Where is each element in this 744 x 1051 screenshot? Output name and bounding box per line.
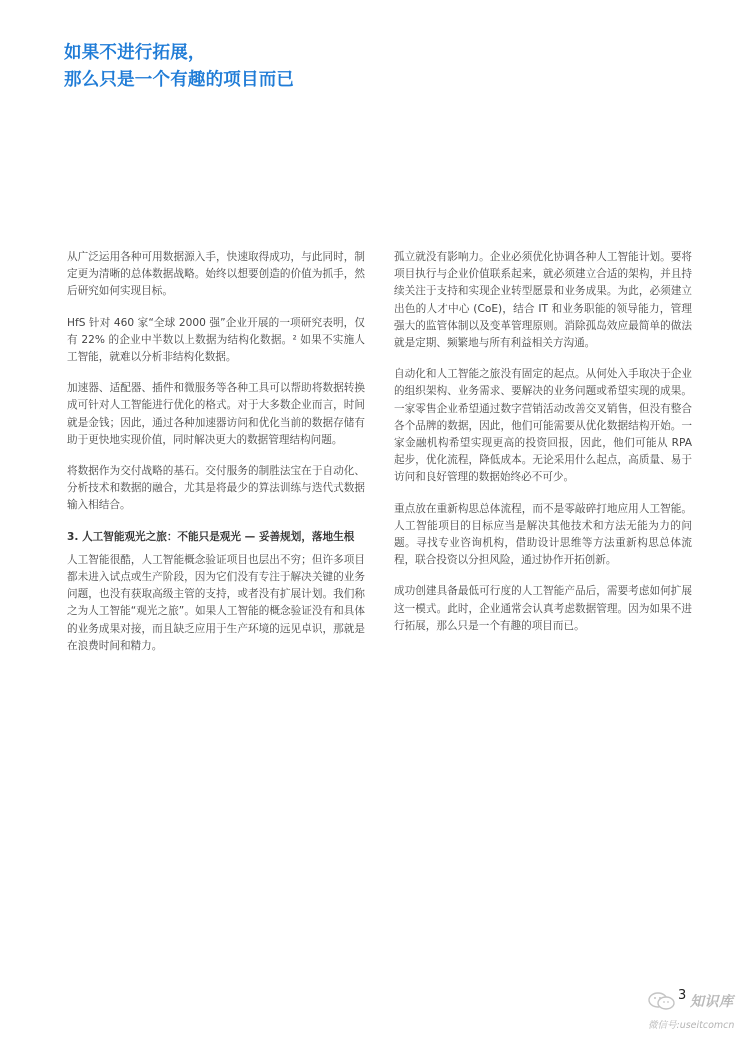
paragraph: 将数据作为交付战略的基石。交付服务的制胜法宝在于自动化、分析技术和数据的融合，尤其是将最少的算法训练与迭代式数据输入相结合。: [67, 465, 365, 512]
right-column: [394, 249, 692, 649]
section-heading: 3. 人工智能观光之旅：不能只是观光 — 妥善规划，落地生根: [67, 530, 355, 543]
paragraph: 孤立就没有影响力。企业必须优化协调各种人工智能计划。要将项目执行与企业价值联系起来，就必须建立合适的架构，并且持续关注于支持和实现企业转型愿景和业务成果。为此，必须建立出色的人才中心 (CoE)，结合 IT 和业务职能的领导能力，管理强大的监管体制以及变革管理原则。消除孤岛效应最简单的做法就是定期、频繁地与所有利益相关方沟通。: [394, 251, 692, 350]
watermark-name: 知识库: [690, 994, 734, 1010]
paragraph: 自动化和人工智能之旅没有固定的起点。从何处入手取决于企业的组织架构、业务需求、要解决的业务问题或希望实现的成果。一家零售企业希望通过数字营销活动改善交叉销售，但没有整合各个品牌的数据，因此，他们可能需要从优化数据结构开始。一家金融机构希望实现更高的投资回报，因此，他们可能从 RPA 起步，优化流程，降低成本。无论采用什么起点，高质量、易于访问和良好管理的数据始终必不可少。: [394, 368, 692, 484]
left-column: [67, 249, 365, 669]
watermark-url: 微信号:useitcomcn: [648, 1020, 735, 1031]
paragraph: 加速器、适配器、插件和微服务等各种工具可以帮助将数据转换成可针对人工智能进行优化的格式。对于大多数企业而言，时间就是金钱；因此，通过各种加速器访问和优化当前的数据存储有助于更快地实现价值，同时解决更大的数据管理结构问题。: [67, 382, 365, 446]
wechat-icon: [648, 991, 676, 1011]
paragraph: 重点放在重新构思总体流程，而不是零敲碎打地应用人工智能。人工智能项目的目标应当是解决其他技术和方法无能为力的问题。寻找专业咨询机构，借助设计思维等方法重新构思总体流程，联合投资以分担风险，通过协作开拓创新。: [394, 502, 692, 567]
paragraph: 成功创建具备最低可行度的人工智能产品后，需要考虑如何扩展这一模式。此时，企业通常会认真考虑数据管理。因为如果不进行拓展，那么只是一个有趣的项目而已。: [394, 585, 692, 632]
paragraph: 从广泛运用各种可用数据源入手，快速取得成功，与此同时，制定更为清晰的总体数据战略。始终以想要创造的价值为抓手，然后研究如何实现目标。: [67, 251, 365, 298]
page-headline: [64, 40, 684, 94]
page-number: 3: [678, 988, 687, 1003]
headline-line-1: 如果不进行拓展，: [64, 43, 206, 63]
paragraph: 人工智能很酷，人工智能概念验证项目也层出不穷；但许多项目都未进入试点或生产阶段，因为它们没有专注于解决关键的业务问题，也没有获取高级主管的支持，或者没有扩展计划。我们称之为人工智能“观光之旅”。如果人工智能的概念验证没有和具体的业务成果对接，而且缺乏应用于生产环境的远见卓识，那就是在浪费时间和精力。: [67, 553, 365, 652]
paragraph: HfS 针对 460 家“全球 2000 强”企业开展的一项研究表明，仅有 22% 的企业中半数以上数据为结构化数据。² 如果不实施人工智能，就难以分析非结构化数据。: [67, 316, 365, 364]
headline-line-2: 那么只是一个有趣的项目而已: [64, 70, 295, 90]
